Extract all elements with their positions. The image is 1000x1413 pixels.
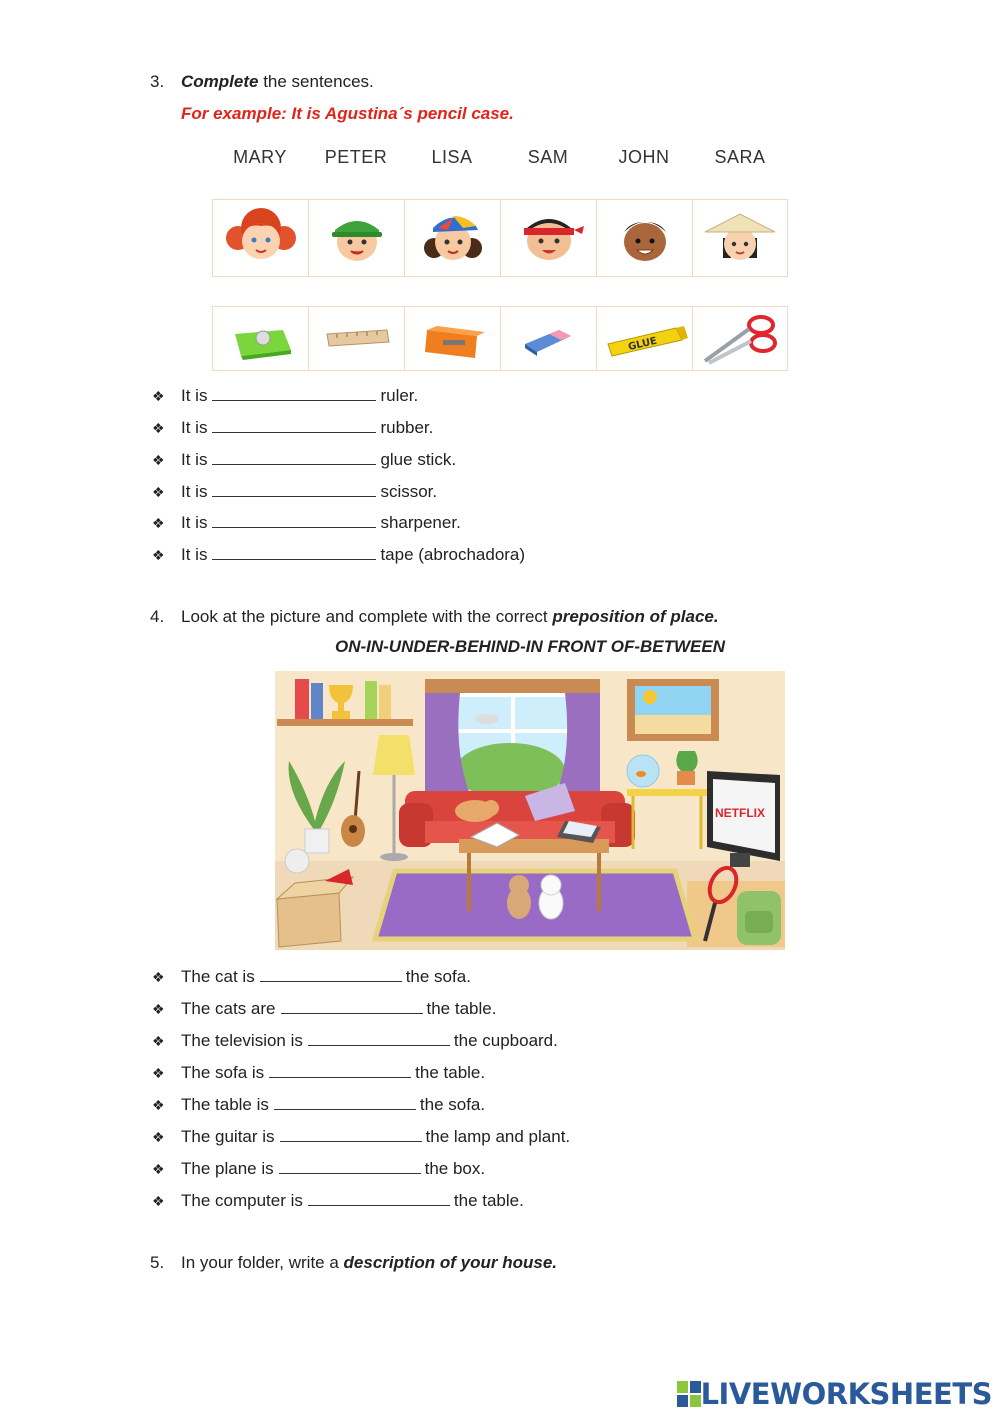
q4-item-2-suffix: the table. [426, 999, 497, 1018]
john-face-icon [600, 208, 690, 268]
q4-number: 4. [150, 607, 165, 626]
q3-item-5-prefix: It is [181, 513, 208, 532]
q3-item-2-blank[interactable] [212, 416, 376, 433]
face-mary [212, 200, 308, 276]
q4-item-4-blank[interactable] [269, 1061, 411, 1078]
bullet-icon: ❖ [152, 388, 165, 404]
bullet-icon: ❖ [152, 515, 165, 531]
q3-title-bold: Complete [181, 72, 259, 91]
q4-item-1-prefix: The cat is [181, 967, 255, 986]
beach-picture-icon [627, 679, 719, 741]
q4-item-3-suffix: the cupboard. [453, 1031, 558, 1050]
q4-item-5-prefix: The table is [181, 1095, 269, 1114]
bullet-icon: ❖ [152, 1001, 165, 1017]
q5-title [181, 1253, 557, 1273]
name-mary: MARY [233, 147, 287, 167]
q3-example: For example: It is Agustina´s pencil case. [181, 104, 514, 123]
q3-item-1-blank[interactable] [212, 384, 376, 401]
q5-title-bold: description of your house. [343, 1253, 557, 1272]
glue-stick-icon [602, 316, 688, 362]
window-icon [425, 679, 600, 806]
q3-item-3-prefix: It is [181, 450, 208, 469]
bullet-icon: ❖ [152, 420, 165, 436]
q3-title [181, 72, 374, 92]
q4-item-1-suffix: the sofa. [405, 967, 471, 986]
glue-label: GLUE [626, 335, 658, 353]
q3-item-4-suffix: scissor. [380, 482, 438, 501]
liveworksheets-logo [677, 1377, 992, 1411]
name-sara: SARA [714, 147, 766, 167]
q4-item-7-prefix: The plane is [181, 1159, 274, 1178]
q4-item-1 [152, 965, 471, 987]
q4-item-8-suffix: the table. [453, 1191, 524, 1210]
living-room-illustration [275, 671, 785, 950]
q3-item-5-suffix: sharpener. [380, 513, 461, 532]
q4-item-8-blank[interactable] [308, 1189, 450, 1206]
q3-item-4-blank[interactable] [212, 480, 376, 497]
q4-item-4-suffix: the table. [415, 1063, 486, 1082]
q3-item-2-suffix: rubber. [380, 418, 434, 437]
q3-item-6 [152, 543, 525, 565]
q4-item-6 [152, 1125, 570, 1147]
bullet-icon: ❖ [152, 1129, 165, 1145]
sara-face-icon [695, 208, 785, 268]
object-glue [596, 307, 692, 370]
q3-item-1-prefix: It is [181, 386, 208, 405]
q4-item-7 [152, 1157, 485, 1179]
q5-title-plain: In your folder, write a [181, 1253, 344, 1272]
q4-item-5-blank[interactable] [274, 1093, 416, 1110]
face-lisa [404, 200, 500, 276]
object-sharpener [404, 307, 500, 370]
q4-item-6-blank[interactable] [280, 1125, 422, 1142]
q3-item-4 [152, 480, 437, 502]
q4-item-4-prefix: The sofa is [181, 1063, 265, 1082]
q4-item-1-blank[interactable] [260, 965, 402, 982]
q4-item-4 [152, 1061, 485, 1083]
mary-face-icon [216, 208, 306, 268]
backpack-icon [737, 891, 781, 945]
object-rubber [500, 307, 596, 370]
rubber-icon [509, 316, 589, 362]
q3-title-rest: the sentences. [258, 72, 374, 91]
netflix-label: NETFLIX [715, 806, 765, 820]
q4-item-3-prefix: The television is [181, 1031, 303, 1050]
q3-item-1-suffix: ruler. [380, 386, 419, 405]
bullet-icon: ❖ [152, 969, 165, 985]
ruler-icon [317, 316, 397, 362]
q4-title [181, 607, 719, 627]
q4-item-5-suffix: the sofa. [419, 1095, 486, 1114]
sofa-icon [399, 783, 635, 847]
bullet-icon: ❖ [152, 1193, 165, 1209]
object-ruler [308, 307, 404, 370]
bullet-icon: ❖ [152, 484, 165, 500]
q3-item-3-suffix: glue stick. [380, 450, 457, 469]
q4-item-8 [152, 1189, 524, 1211]
q4-item-7-suffix: the box. [424, 1159, 486, 1178]
q3-item-6-prefix: It is [181, 545, 208, 564]
peter-face-icon [312, 208, 402, 268]
names-row [212, 147, 788, 168]
tape-dispenser-icon [221, 316, 301, 362]
object-tape [212, 307, 308, 370]
sharpener-icon [413, 316, 493, 362]
bullet-icon: ❖ [152, 547, 165, 563]
q3-item-3-blank[interactable] [212, 448, 376, 465]
bullet-icon: ❖ [152, 1161, 165, 1177]
q3-item-6-suffix: tape (abrochadora) [380, 545, 526, 564]
q3-item-5-blank[interactable] [212, 511, 376, 528]
scissors-icon [695, 311, 785, 367]
liveworksheets-mark-icon [677, 1381, 701, 1407]
face-peter [308, 200, 404, 276]
lisa-face-icon [408, 208, 498, 268]
q3-item-6-blank[interactable] [212, 543, 376, 560]
prepositions-list: ON-IN-UNDER-BEHIND-IN FRONT OF-BETWEEN [334, 637, 726, 656]
sam-face-icon [504, 208, 594, 268]
bullet-icon: ❖ [152, 452, 165, 468]
object-scissors [692, 307, 788, 370]
q3-item-5 [152, 511, 461, 533]
q3-item-3 [152, 448, 456, 470]
bullet-icon: ❖ [152, 1033, 165, 1049]
logo-text: LIVEWORKSHEETS [700, 1377, 992, 1411]
q5-number: 5. [150, 1253, 165, 1272]
q4-item-8-prefix: The computer is [181, 1191, 303, 1210]
name-john: JOHN [618, 147, 670, 167]
q3-number: 3. [150, 72, 165, 91]
q4-title-plain: Look at the picture and complete with the correct [181, 607, 553, 626]
name-sam: SAM [527, 147, 569, 167]
face-sam [500, 200, 596, 276]
q3-item-4-prefix: It is [181, 482, 208, 501]
faces-row [212, 199, 788, 277]
face-sara [692, 200, 788, 276]
q4-title-bold: preposition of place. [552, 607, 719, 626]
q3-item-2 [152, 416, 433, 438]
q4-item-7-blank[interactable] [279, 1157, 421, 1174]
bullet-icon: ❖ [152, 1097, 165, 1113]
name-peter: PETER [324, 147, 388, 167]
q4-item-6-suffix: the lamp and plant. [425, 1127, 571, 1146]
q4-item-5 [152, 1093, 485, 1115]
bullet-icon: ❖ [152, 1065, 165, 1081]
q4-item-6-prefix: The guitar is [181, 1127, 275, 1146]
q4-item-2 [152, 997, 496, 1019]
q3-item-2-prefix: It is [181, 418, 208, 437]
q4-item-2-blank[interactable] [281, 997, 423, 1014]
q4-item-3 [152, 1029, 558, 1051]
q4-item-3-blank[interactable] [308, 1029, 450, 1046]
q4-item-2-prefix: The cats are [181, 999, 276, 1018]
objects-row [212, 306, 788, 371]
name-lisa: LISA [431, 147, 473, 167]
q3-item-1 [152, 384, 418, 406]
face-john [596, 200, 692, 276]
